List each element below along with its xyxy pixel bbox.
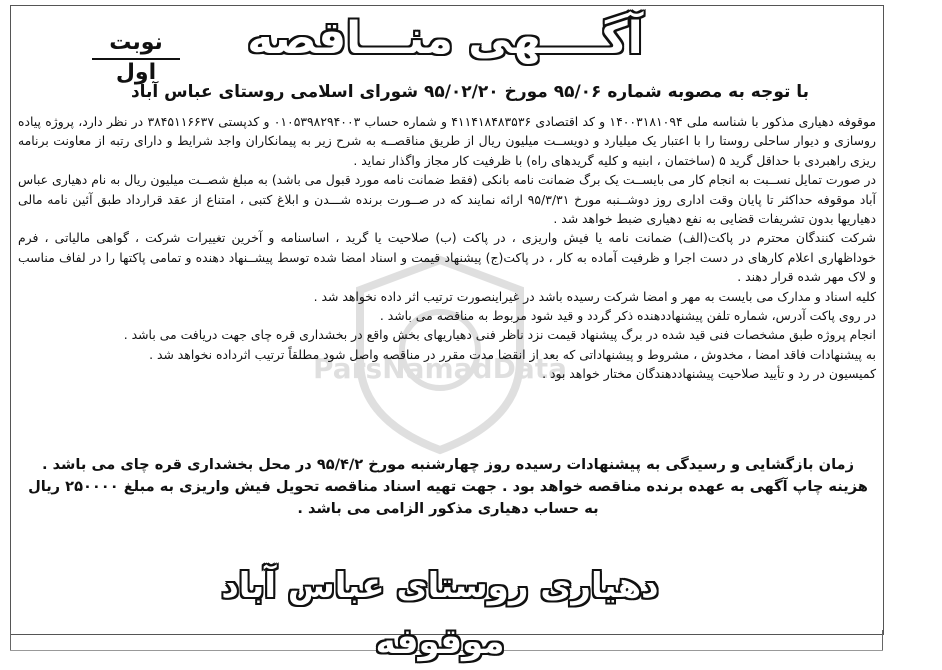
paragraph-commission: کمیسیون در رد و تأیید صلاحیت پیشنهاددهندگان مختار خواهد بود . xyxy=(542,366,876,382)
publication-turn-label: نوبت اول xyxy=(92,28,180,60)
paragraph-guarantee: در صورت تمایل نســبت به انجام کار می بایســت یک برگ ضمانت نامه بانکی (فقط ضمانت نامه مورد قبول می باشد) به مبلغ شصــت میلیون ریال به نام دهیاری عباس آباد موقوفه حداکثر تا پایان وقت اداری روز دوشــنبه مورخ ۹۵/۳/۳۱ ارائه نمایند که در صــورت برنده شـــدن و ابلاغ کتبی ، امتناع از عقد قرارداد طبق آئین نامه مالی دهیاریها بدون تشریفات قضایی به نفع دهیاری ضبط خواهد شد . xyxy=(18,172,877,227)
notice-body xyxy=(18,112,876,384)
paragraph-intro: موقوفه دهیاری مذکور با شناسه ملی ۱۴۰۰۳۱۸۱۰۹۴ و کد اقتصادی ۴۱۱۴۱۸۴۸۳۵۳۶ و شماره حساب ۰۱۰۵۳۹۸۲۹۴۰۰۳ و کدپستی ۳۸۴۵۱۱۶۶۳۷ در نظر دارد، پروژه پیاده روسازی و دیوار ساحلی روستا را با اعتبار یک میلیارد و دویســت میلیون ریال از طریق مناقصــه به شرح زیر به پیمانکاران واجد شرایط و دارای رتبه از معاونت برنامه ریزی راهبردی با حداقل گرید ۵ (ساختمان ، ابنیه و کلیه گریدهای راه) با ظرفیت کار مجاز واگذار نماید . xyxy=(18,114,877,168)
paragraph-rejections: به پیشنهادات فاقد امضا ، مخدوش ، مشروط و پیشنهاداتی که بعد از انقضا مدت مقرر در مناقصه واصل شود مطلقاً ترتیب اثرداده نخواهد شد . xyxy=(149,346,876,362)
crop-mark-left xyxy=(10,630,11,650)
paragraph-address: در روی پاکت آدرس، شماره تلفن پیشنهاددهنده ذکر گردد و قید شود مربوط به مناقصه می باشد . xyxy=(379,308,876,324)
crop-mark-right xyxy=(882,630,883,650)
paragraph-specs: انجام پروژه طبق مشخصات فنی قید شده در برگ پیشنهاد قیمت نزد ناظر فنی دهیاریهای بخش واقع در بخشداری قره چای جهت دریافت می باشد . xyxy=(123,327,876,343)
notice-closing: زمان بازگشایی و رسیدگی به پیشنهادات رسیده روز چهارشنبه مورخ ۹۵/۴/۲ در محل بخشداری قره چای می باشد . هزینه چاپ آگهی به عهده برنده مناقصه خواهد بود . جهت تهیه اسناد مناقصه تحویل فیش واریزی به مبلغ ۲۵۰۰۰۰ ریال به حساب دهیاری مذکور الزامی می باشد . xyxy=(28,456,868,517)
notice-title: آگــــهی منـــاقصه xyxy=(247,13,643,64)
paragraph-envelopes: شرکت کنندگان محترم در پاکت(الف) ضمانت نامه یا فیش واریزی ، در پاکت (ب) صلاحیت یا گرید ، اساسنامه و آخرین تغییرات شرکت ، گواهی مالیاتی ، فرم خوداظهاری اعلام کارهای در دست اجرا و ظرفیت آماده به کار ، در پاکت(ج) پیشنهاد قیمت و اسناد امضا شده توسط پیشــنهاد دهنده و تمامی پاکتها را در لفاف مناسب و لاک مهر شده قرار دهند . xyxy=(18,230,876,285)
issuer-name: دهیاری روستای عباس آباد موقوفه xyxy=(221,566,659,662)
notice-subheading: با توجه به مصوبه شماره ۹۵/۰۶ مورخ ۹۵/۰۲/۲۰ شورای اسلامی روستای عباس آباد xyxy=(130,82,810,102)
paragraph-documents: کلیه اسناد و مدارک می بایست به مهر و امضا شرکت رسیده باشد در غیراینصورت ترتیب اثر داده نخواهد شد . xyxy=(313,288,876,304)
